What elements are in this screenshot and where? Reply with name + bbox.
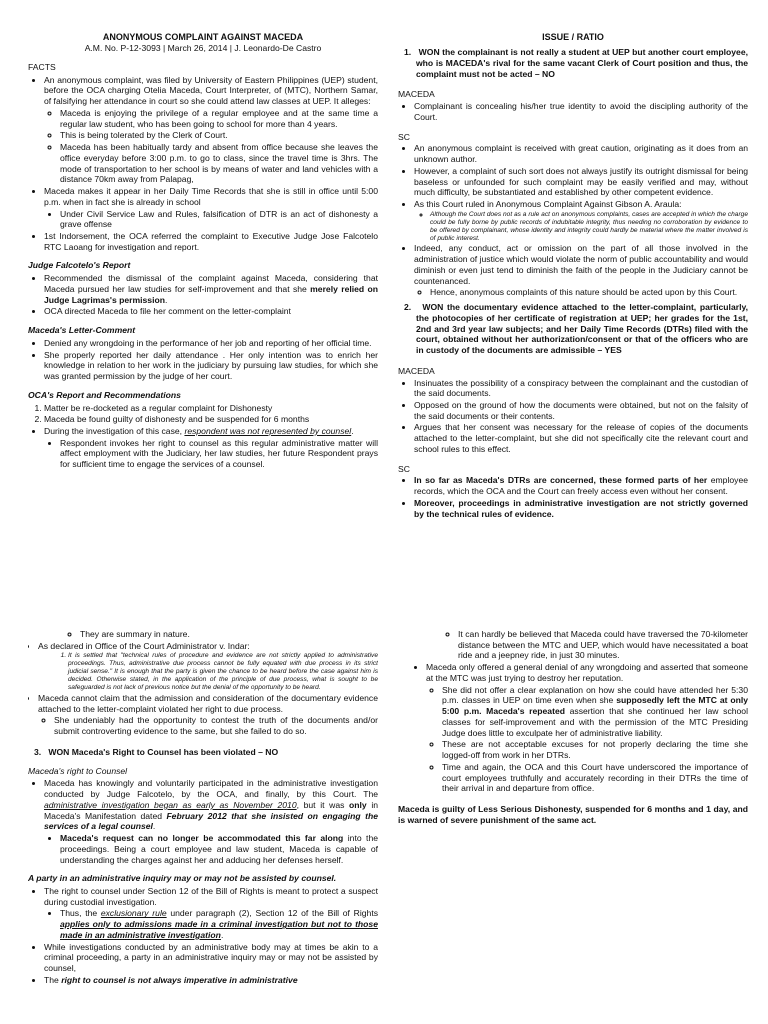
list-item: ◦ Maceda is enjoying the privilege of a regular employee and at the same time a regular law student, who has been going to school for more than 4 years. [60, 108, 378, 129]
ruling-conclusion: Maceda is guilty of Less Serious Dishonesty, suspended for 6 months and 1 day, and is warned of severe punishment of the same act. [398, 804, 748, 825]
sub-list [44, 833, 378, 865]
list-item: • Insinuates the possibility of a conspiracy between the complainant and the custodian of the said documents. [414, 378, 748, 399]
list-item: • Complainant is concealing his/her true identity to avoid the discipling authority of the Court. [414, 101, 748, 122]
continuation-left-column [28, 628, 378, 1024]
sub-list [414, 287, 748, 298]
oca-report-heading: OCA's Report and Recommendations [28, 389, 181, 400]
issue-3: 3. WON Maceda's Right to Counsel has been violated – NO [34, 746, 279, 757]
right-to-counsel-list [28, 778, 378, 865]
list-item: • 1st Indorsement, the OCA referred the complaint to Executive Judge Jose Falcotelo RTC Laoang for investigation and report. [44, 231, 378, 252]
continuation-right-column [398, 628, 748, 1024]
list-item: • Maceda only offered a general denial of any wrongdoing and asserted that someone at the MTC was just trying to destroy her reputation. ◦ She did not offer a clear explanation on how she could have attended her 5:30 p.m. classes in UEP on time even when she supposedly left the MTC at only 5:00 p.m. Maceda's repeated assertion that she continued her law school classes for self-improvement and with the permission of the MTC Presiding Judge does little to exculpate her of administrative liability. ◦ These are not acceptable excuses for not properly declaring the time she logged-off from work in her DTRs. ◦ Time and again, the OCA and this Court have underscored the importance of court employees truthfully and accurately recording in their DTRs the time of their arrival in and departure from office. [426, 662, 748, 794]
list-item: ◦ She did not offer a clear explanation on how she could have attended her 5:30 p.m. classes in UEP on time even when she supposedly left the MTC at only 5:00 p.m. Maceda's repeated assertion that she continued her law school classes for self-improvement and with the permission of the MTC Presiding Judge does little to exculpate her of administrative liability. [442, 685, 748, 739]
list-item: • Moreover, proceedings in administrative investigation are not strictly governed by the technical rules of evidence. [414, 498, 748, 519]
case-citation: A.M. No. P-12-3093 | March 26, 2014 | J. Leonardo-De Castro [84, 43, 322, 54]
sc-list-2 [398, 475, 748, 519]
issue-ratio-heading: ISSUE / RATIO [542, 32, 604, 42]
list-item: • Indeed, any conduct, act or omission on the part of all those involved in the administration of justice which would violate the norm of public accountability and would diminish or even just tend to diminish the faith of the people in the Judiciary cannot be countenanced. ◦ Hence, anonymous complaints of this nature should be acted upon by this Court. [414, 243, 748, 298]
list-item: • As declared in Office of the Court Administrator v. Indar: 1. It is settled that "technical rules of procedure and evidence are not strictly applied to administrative proceedings. Thus, administrative due process cannot be fully equated with due process in its strict judicial sense." It is enough that the party is given the chance to be heard before the case against him is decided. Otherwise stated, in the application of the principle of due process, what is sought to be safeguarded is not lack of previous notice but the denial of the opportunity to be heard. [38, 641, 378, 692]
list-item: • An anonymous complaint is received with great caution, originating as it does from an unknown author. [414, 143, 748, 164]
party-list [28, 886, 378, 986]
judge-report-list [28, 273, 378, 317]
list-item: ◦ These are not acceptable excuses for not properly declaring the time she logged-off from work in her DTRs. [442, 739, 748, 760]
list-item: • Maceda cannot claim that the admission and consideration of the documentary evidence attached to the letter-complaint violated her right to due process. ◦ She undeniably had the opportunity to contest the truth of the documents and/or submit controverting evidence to the same, but she failed to do so. [38, 693, 378, 737]
party-heading: A party in an administrative inquiry may or may not be assisted by counsel. [28, 873, 337, 884]
quote: ◦ Although the Court does not as a rule act on anonymous complaints, cases are accepted in which the charge could be fully borne by public records of indubitable integrity, thus needing no corroboration by evidence to be offered by complainant, whose identity and integrity could hardly be material where the matter involved is of public interest. [430, 211, 748, 243]
sub-list [28, 629, 378, 640]
list-item: ◦ They are summary in nature. [80, 629, 378, 640]
issue-ratio-column [398, 32, 748, 612]
sub-list [44, 209, 378, 230]
sub-list [44, 438, 378, 470]
denial-list [398, 662, 748, 794]
list-item: • Maceda has knowingly and voluntarily participated in the administrative investigation conducted by Judge Falcotelo, by the OCA, and finally, by this Court. The administrative investigation began as early as November 2010, but it was only in Maceda's Manifestation dated February 2012 that she insisted on engaging the services of a legal counsel. • Maceda's request can no longer be accommodated this far along into the proceedings. Being a court employee and law student, Maceda is capable of understanding the charges against her and adducing her defenses herself. [44, 778, 378, 865]
letter-comment-list [28, 338, 378, 382]
facts-column [28, 32, 378, 612]
sub-list [414, 211, 748, 243]
list-item: • Argues that her consent was necessary for the release of copies of the documents attached to the letter-complaint, but she did not specifically cite the relevant court and school rules to this effect. [414, 422, 748, 454]
list-item: ◦ She undeniably had the opportunity to contest the truth of the documents and/or submit controverting evidence to the same, but she failed to do so. [54, 715, 378, 736]
list-item: • Under Civil Service Law and Rules, falsification of DTR is an act of dishonesty a grave offense [60, 209, 378, 230]
issue-2: 2. WON the documentary evidence attached to the letter-complaint, particularly, the photocopies of her certificate of registration at UEP; her grades for the 1st, 2nd and 3rd year law subjects; and her Daily Time Records (DTRs) filed with the court, obtained without her authorization/consent or that of the officers who are in custody of the documents are admissible – YES [404, 302, 748, 356]
sub-list [38, 715, 378, 736]
facts-heading: FACTS [28, 61, 56, 72]
maceda-list [398, 101, 748, 122]
sub-list [398, 629, 748, 661]
facts-list [28, 75, 378, 253]
list-item: • Opposed on the ground of how the documents were obtained, but not on the falsity of the said documents or their contents. [414, 400, 748, 421]
maceda-list-2 [398, 378, 748, 455]
list-item: ◦ Hence, anonymous complaints of this nature should be acted upon by this Court. [430, 287, 748, 298]
letter-comment-heading: Maceda's Letter-Comment [28, 325, 136, 336]
list-item: • While investigations conducted by an administrative body may at times be akin to a criminal proceeding, a party in an administrative inquiry may or may not be assisted by counsel, [44, 942, 378, 974]
list-item: • Respondent invokes her right to counsel as this regular administrative matter will affect employment with the Judiciary, her law studies, her future Respondent prays for sufficient time to engage the services of a counsel. [60, 438, 378, 470]
list-item: • OCA directed Maceda to file her comment on the letter-complaint [44, 306, 378, 317]
oca-report-bullets [28, 426, 378, 470]
list-item: • The right to counsel under Section 12 of the Bill of Rights is meant to protect a suspect during custodial investigation. • Thus, the exclusionary rule under paragraph (2), Section 12 of the Bill of Rights applies only to admissions made in a criminal investigation but not to those made in an administrative investigation. [44, 886, 378, 941]
list-item: • Maceda's request can no longer be accommodated this far along into the proceedings. Being a court employee and law student, Maceda is capable of understanding the charges against her and adducing her defenses herself. [60, 833, 378, 865]
sub-list [44, 108, 378, 185]
list-item: • However, a complaint of such sort does not always justify its outright dismissal for being baseless or unfounded for such complaint may be easily verified and may, without much difficulty, be substantiated and established by other competent evidence. [414, 166, 748, 198]
right-to-counsel-heading: Maceda's right to Counsel [28, 765, 128, 776]
list-item: • Recommended the dismissal of the complaint against Maceda, considering that Maceda pursued her law studies for self-improvement and that she merely relied on Judge Lagrimas's permission. [44, 273, 378, 305]
list-item: • In so far as Maceda's DTRs are concerned, these formed parts of her employee records, which the OCA and the Court can freely access even without her consent. [414, 475, 748, 496]
list-item: 2. Maceda be found guilty of dishonesty and be suspended for 6 months [44, 414, 378, 425]
list-item: • As this Court ruled in Anonymous Complaint Against Gibson A. Araula: ◦ Although the Court does not as a rule act on anonymous complaints, cases are accepted in which the charge could be fully borne by public records of indubitable integrity, thus needing no corroboration by evidence to be offered by complainant, whose identity and integrity could hardly be material where the matter involved is of public interest. [414, 199, 748, 242]
list-item: ◦ Time and again, the OCA and this Court have underscored the importance of court employees truthfully and accurately recording in their DTRs the time of their arrival in and departure from office. [442, 762, 748, 794]
sub-list [38, 652, 378, 692]
quote: 1. It is settled that "technical rules of procedure and evidence are not strictly applied to administrative proceedings. Thus, administrative due process cannot be fully equated with due process in its strict judicial sense." It is enough that the party is given the chance to be heard before the case against him is decided. Otherwise stated, in the application of the principle of due process, what is sought to be safeguarded is not lack of previous notice but the denial of the opportunity to be heard. [68, 652, 378, 692]
list-item: 1. Matter be re-docketed as a regular complaint for Dishonesty [44, 403, 378, 414]
case-title: ANONYMOUS COMPLAINT AGAINST MACEDA [102, 32, 304, 42]
list-item: ◦ Maceda has been habitually tardy and absent from office because she leaves the office everyday before 3:00 p.m. to go to class, since the travel time is 3hrs. The mode of transportation to her school is by means of water and land vehicles with a distance 70km away from Palapag, [60, 142, 378, 185]
maceda-heading: MACEDA [398, 89, 435, 100]
sub-list [426, 685, 748, 794]
list-item: ◦ It can hardly be believed that Maceda could have traversed the 70-kilometer distance between the MTC and UEP, which would have necessitated a boat ride and a jeepney ride, in just 30 minutes. [458, 629, 748, 661]
oca-report-list [28, 403, 378, 425]
list-item: • The right to counsel is not always imperative in administrative [44, 975, 378, 986]
list-item: • Denied any wrongdoing in the performance of her job and reporting of her official time. [44, 338, 378, 349]
sc-heading: SC [398, 131, 410, 142]
list-item: • Maceda makes it appear in her Daily Time Records that she is still in office until 5:00 p.m. when in fact she is already in school • Under Civil Service Law and Rules, falsification of DTR is an act of dishonesty a grave offense [44, 186, 378, 230]
list-item: • During the investigation of this case, respondent was not represented by counsel. • Respondent invokes her right to counsel as this regular administrative matter will affect employment with the Judiciary, her law studies, her future Respondent prays for sufficient time to engage the services of a counsel. [44, 426, 378, 470]
list-item: ◦ This is being tolerated by the Clerk of Court. [60, 130, 378, 141]
list-item: • She properly reported her daily attendance . Her only intention was to enrich her knowledge in relation to her work in the judiciary by pursuing law studies, for which she was granted permission by the judge of her court. [44, 350, 378, 382]
sc-list [398, 143, 748, 298]
sc-heading-2: SC [398, 463, 410, 474]
due-process-list [28, 641, 378, 737]
sub-list [44, 908, 378, 940]
list-item: • An anonymous complaint, was filed by University of Eastern Philippines (UEP) student, before the OCA charging Otelia Maceda, Court Interpreter, of (MTC), Northern Samar, of falsifying her attendance in court so she could attend law classes at UEP. It alleges: ◦ Maceda is enjoying the privilege of a regular employee and at the same time a regular law student, who has been going to school for more than 4 years. ◦ This is being tolerated by the Clerk of Court. ◦ Maceda has been habitually tardy and absent from office because she leaves the office everyday before 3:00 p.m. to go to class, since the travel time is 3hrs. The mode of transportation to her school is by means of water and land vehicles with a distance 70km away from Palapag, [44, 75, 378, 185]
list-item: • Thus, the exclusionary rule under paragraph (2), Section 12 of the Bill of Rights applies only to admissions made in a criminal investigation but not to those made in an administrative investigation. [60, 908, 378, 940]
issue-1: 1. WON the complainant is not really a student at UEP but another court employee, who is MACEDA's rival for the same vacant Clerk of Court position and thus, the complaint must not be acted – NO [404, 47, 748, 79]
judge-report-heading: Judge Falcotelo's Report [28, 260, 131, 271]
maceda-heading-2: MACEDA [398, 365, 435, 376]
